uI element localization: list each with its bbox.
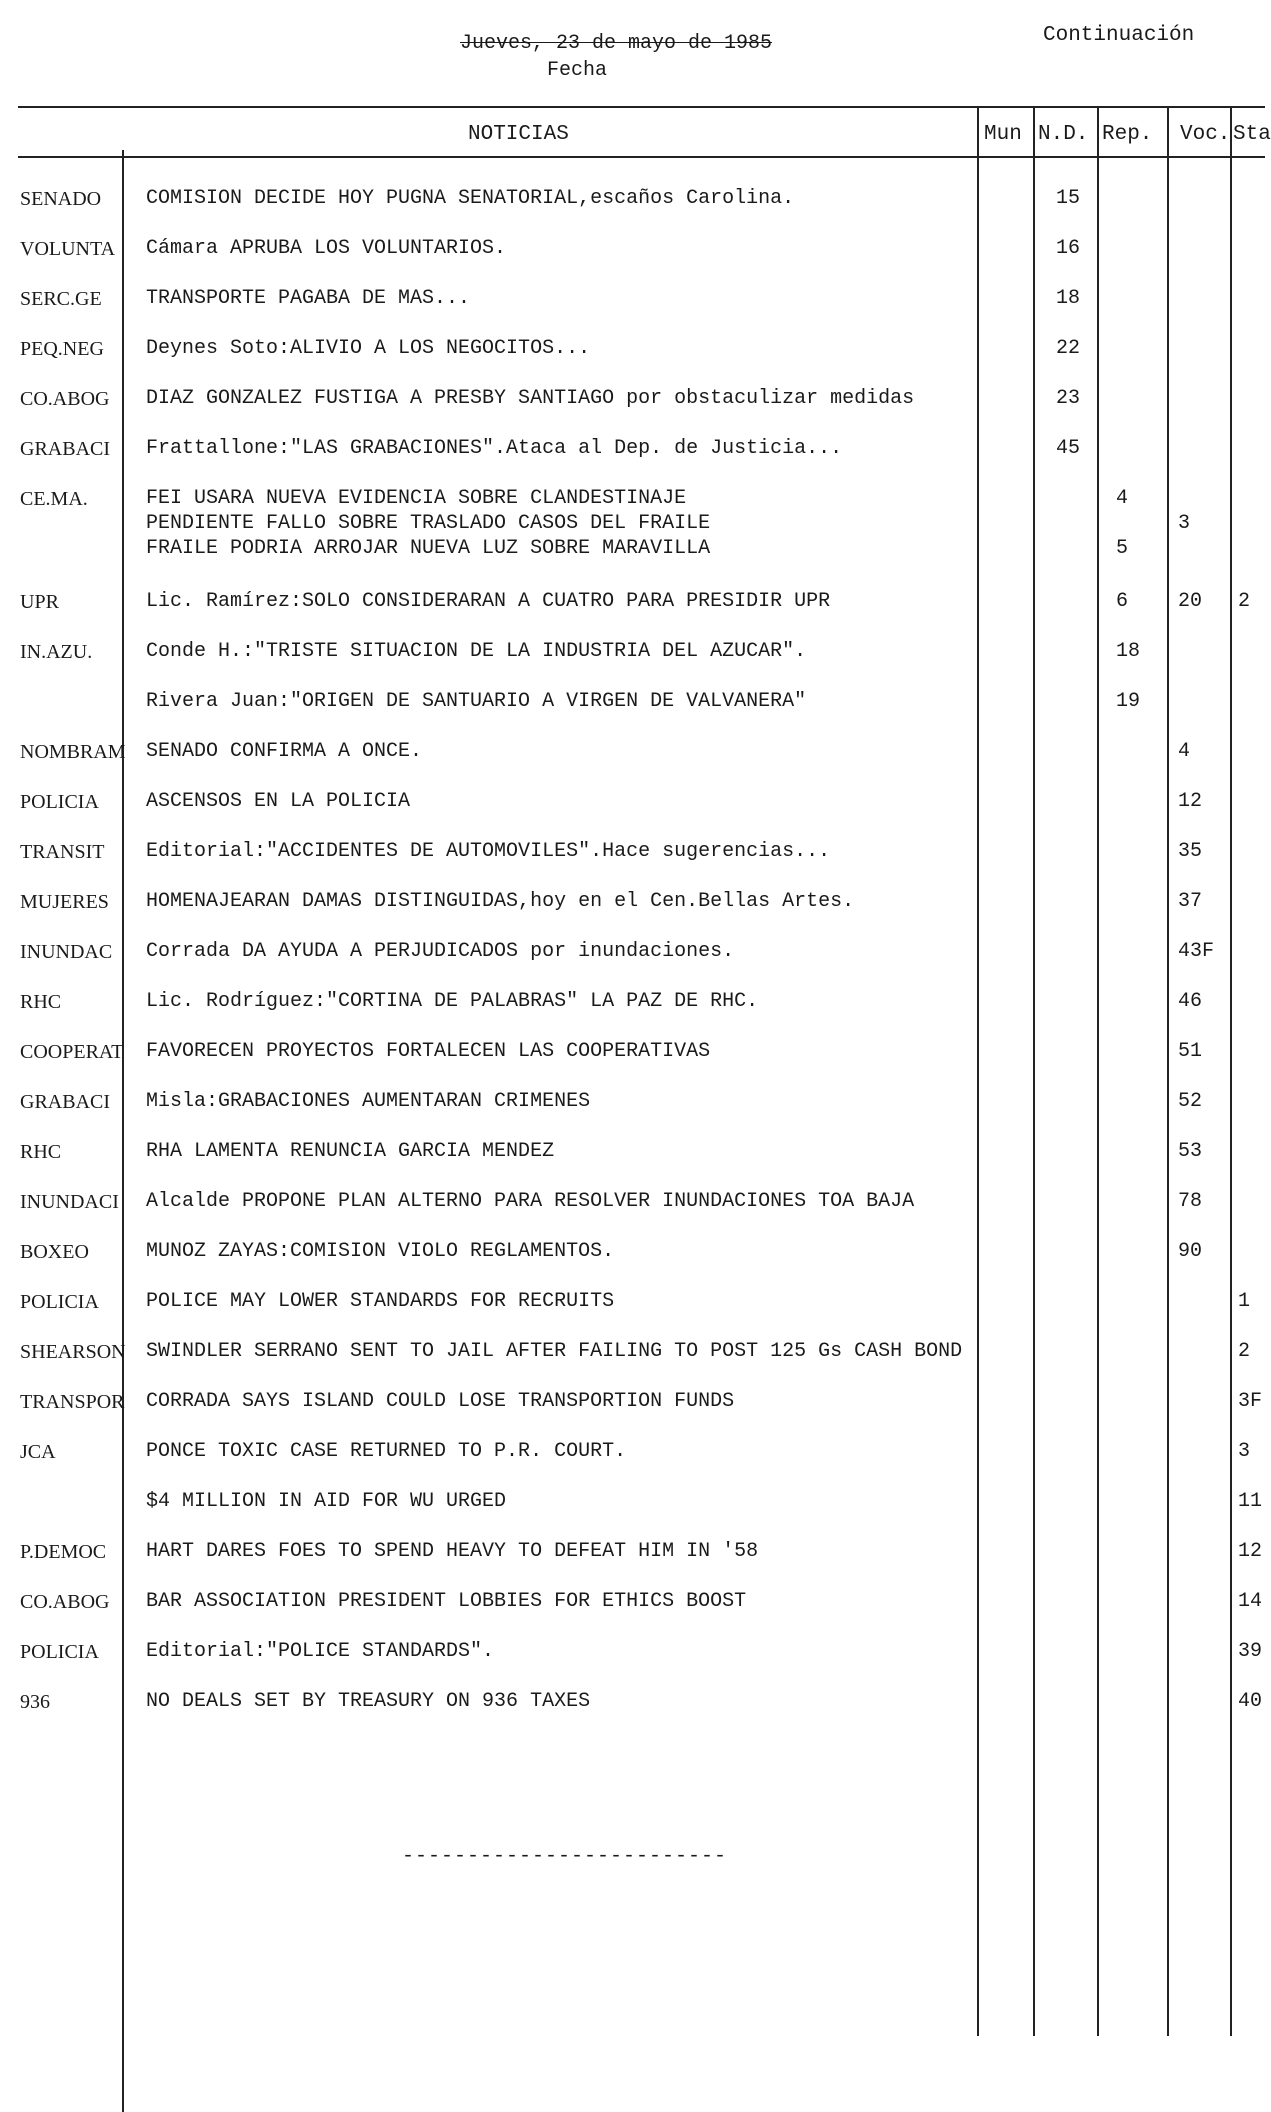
- row-code: P.DEMOC: [20, 1541, 107, 1563]
- row-nd-page: 23: [1056, 387, 1081, 410]
- header-rep: Rep.: [1102, 123, 1153, 146]
- row-code: RHC: [20, 991, 62, 1013]
- code-column-divider: [122, 150, 124, 2112]
- row-sta-page: 3: [1238, 1440, 1251, 1463]
- row-code: POLICIA: [20, 791, 99, 813]
- header-voc: Voc.: [1180, 123, 1231, 146]
- row-code: CO.ABOG: [20, 388, 110, 410]
- continuation-label: Continuación: [1043, 24, 1195, 47]
- row-headline: Conde H.:"TRISTE SITUACION DE LA INDUSTRIA DEL AZUCAR".: [146, 640, 807, 663]
- row-headline: HOMENAJEARAN DAMAS DISTINGUIDAS,hoy en el Cen.Bellas Artes.: [146, 890, 855, 913]
- row-headline: NO DEALS SET BY TREASURY ON 936 TAXES: [146, 1690, 591, 1713]
- row-code: TRANSIT: [20, 841, 105, 863]
- row-sta-page: 2: [1238, 590, 1251, 613]
- row-headline: TRANSPORTE PAGABA DE MAS...: [146, 287, 471, 310]
- row-headline: $4 MILLION IN AID FOR WU URGED: [146, 1490, 507, 1513]
- row-nd-page: 45: [1056, 437, 1081, 460]
- row-rep-page: 19: [1116, 690, 1141, 713]
- row-headline: FRAILE PODRIA ARROJAR NUEVA LUZ SOBRE MARAVILLA: [146, 537, 711, 560]
- row-headline: PENDIENTE FALLO SOBRE TRASLADO CASOS DEL FRAILE: [146, 512, 711, 535]
- row-headline: Alcalde PROPONE PLAN ALTERNO PARA RESOLVER INUNDACIONES TOA BAJA: [146, 1190, 915, 1213]
- row-voc-page: 35: [1178, 840, 1203, 863]
- row-headline: Lic. Ramírez:SOLO CONSIDERARAN A CUATRO PARA PRESIDIR UPR: [146, 590, 831, 613]
- row-headline: Corrada DA AYUDA A PERJUDICADOS por inundaciones.: [146, 940, 735, 963]
- closing-dashes: -------------------------: [402, 1845, 728, 1868]
- row-headline: Rivera Juan:"ORIGEN DE SANTUARIO A VIRGEN DE VALVANERA": [146, 690, 807, 713]
- top-rule: [18, 106, 1265, 108]
- row-code: RHC: [20, 1141, 62, 1163]
- row-code: UPR: [20, 591, 59, 613]
- row-code: COOPERAT: [20, 1041, 124, 1063]
- row-headline: HART DARES FOES TO SPEND HEAVY TO DEFEAT HIM IN '58: [146, 1540, 759, 1563]
- row-voc-page: 52: [1178, 1090, 1203, 1113]
- row-code: JCA: [20, 1441, 56, 1463]
- row-sta-page: 1: [1238, 1290, 1251, 1313]
- row-headline: SENADO CONFIRMA A ONCE.: [146, 740, 423, 763]
- header-noticias: NOTICIAS: [468, 123, 569, 146]
- row-nd-page: 16: [1056, 237, 1081, 260]
- row-voc-page: 3: [1178, 512, 1191, 535]
- row-code: BOXEO: [20, 1241, 89, 1263]
- row-code: SENADO: [20, 188, 102, 210]
- row-headline: ASCENSOS EN LA POLICIA: [146, 790, 411, 813]
- row-code: IN.AZU.: [20, 641, 93, 663]
- row-headline: Frattallone:"LAS GRABACIONES".Ataca al Dep. de Justicia...: [146, 437, 843, 460]
- header-sta: Sta: [1233, 123, 1271, 146]
- row-headline: Cámara APRUBA LOS VOLUNTARIOS.: [146, 237, 507, 260]
- row-headline: DIAZ GONZALEZ FUSTIGA A PRESBY SANTIAGO por obstaculizar medidas: [146, 387, 915, 410]
- row-headline: FEI USARA NUEVA EVIDENCIA SOBRE CLANDESTINAJE: [146, 487, 687, 510]
- row-code: GRABACI: [20, 438, 111, 460]
- row-code: SERC.GE: [20, 288, 102, 310]
- row-voc-page: 78: [1178, 1190, 1203, 1213]
- row-code: INUNDACI: [20, 1191, 119, 1213]
- row-nd-page: 22: [1056, 337, 1081, 360]
- row-sta-page: 40: [1238, 1690, 1263, 1713]
- row-headline: FAVORECEN PROYECTOS FORTALECEN LAS COOPERATIVAS: [146, 1040, 711, 1063]
- row-voc-page: 46: [1178, 990, 1203, 1013]
- header-mun: Mun: [984, 123, 1022, 146]
- row-headline: Misla:GRABACIONES AUMENTARAN CRIMENES: [146, 1090, 591, 1113]
- row-nd-page: 18: [1056, 287, 1081, 310]
- row-voc-page: 53: [1178, 1140, 1203, 1163]
- row-voc-page: 12: [1178, 790, 1203, 813]
- row-rep-page-2: 5: [1116, 537, 1129, 560]
- mun-column-divider: [977, 106, 979, 2036]
- row-headline: RHA LAMENTA RENUNCIA GARCIA MENDEZ: [146, 1140, 555, 1163]
- row-code: VOLUNTA: [20, 238, 116, 260]
- row-headline: Editorial:"POLICE STANDARDS".: [146, 1640, 495, 1663]
- header-rule: [18, 156, 1265, 158]
- row-voc-page: 51: [1178, 1040, 1203, 1063]
- row-headline: COMISION DECIDE HOY PUGNA SENATORIAL,escaños Carolina.: [146, 187, 795, 210]
- rep-column-divider: [1097, 106, 1099, 2036]
- row-voc-page: 43F: [1178, 940, 1215, 963]
- row-headline: POLICE MAY LOWER STANDARDS FOR RECRUITS: [146, 1290, 615, 1313]
- row-code: SHEARSON: [20, 1341, 126, 1363]
- row-code: NOMBRAM: [20, 741, 126, 763]
- document-date: Jueves, 23 de mayo de 1985: [460, 32, 773, 55]
- row-code: GRABACI: [20, 1091, 111, 1113]
- nd-column-divider: [1033, 106, 1035, 2036]
- row-headline: MUNOZ ZAYAS:COMISION VIOLO REGLAMENTOS.: [146, 1240, 615, 1263]
- row-headline: BAR ASSOCIATION PRESIDENT LOBBIES FOR ETHICS BOOST: [146, 1590, 747, 1613]
- row-voc-page: 4: [1178, 740, 1191, 763]
- row-code: POLICIA: [20, 1641, 99, 1663]
- row-sta-page: 3F: [1238, 1390, 1263, 1413]
- row-headline: PONCE TOXIC CASE RETURNED TO P.R. COURT.: [146, 1440, 627, 1463]
- row-rep-page: 6: [1116, 590, 1129, 613]
- row-code: TRANSPOR: [20, 1391, 125, 1413]
- row-code: PEQ.NEG: [20, 338, 104, 360]
- row-code: CE.MA.: [20, 488, 88, 510]
- row-sta-page: 39: [1238, 1640, 1263, 1663]
- row-sta-page: 2: [1238, 1340, 1251, 1363]
- row-code: MUJERES: [20, 891, 109, 913]
- row-rep-page: 18: [1116, 640, 1141, 663]
- row-sta-page: 12: [1238, 1540, 1263, 1563]
- sta-column-divider: [1230, 106, 1232, 2036]
- row-nd-page: 15: [1056, 187, 1081, 210]
- row-headline: SWINDLER SERRANO SENT TO JAIL AFTER FAILING TO POST 125 Gs CASH BOND: [146, 1340, 963, 1363]
- row-code: CO.ABOG: [20, 1591, 110, 1613]
- row-voc-page: 90: [1178, 1240, 1203, 1263]
- row-voc-page: 37: [1178, 890, 1203, 913]
- row-headline: Editorial:"ACCIDENTES DE AUTOMOVILES".Hace sugerencias...: [146, 840, 831, 863]
- date-label: Fecha: [547, 59, 608, 82]
- voc-column-divider: [1167, 106, 1169, 2036]
- row-sta-page: 14: [1238, 1590, 1263, 1613]
- row-sta-page: 11: [1238, 1490, 1263, 1513]
- row-code: 936: [20, 1691, 50, 1713]
- header-nd: N.D.: [1038, 123, 1089, 146]
- row-headline: Lic. Rodríguez:"CORTINA DE PALABRAS" LA PAZ DE RHC.: [146, 990, 759, 1013]
- row-code: INUNDAC: [20, 941, 113, 963]
- row-rep-page: 4: [1116, 487, 1129, 510]
- row-code: POLICIA: [20, 1291, 99, 1313]
- row-voc-page: 20: [1178, 590, 1203, 613]
- row-headline: CORRADA SAYS ISLAND COULD LOSE TRANSPORTION FUNDS: [146, 1390, 735, 1413]
- row-headline: Deynes Soto:ALIVIO A LOS NEGOCITOS...: [146, 337, 591, 360]
